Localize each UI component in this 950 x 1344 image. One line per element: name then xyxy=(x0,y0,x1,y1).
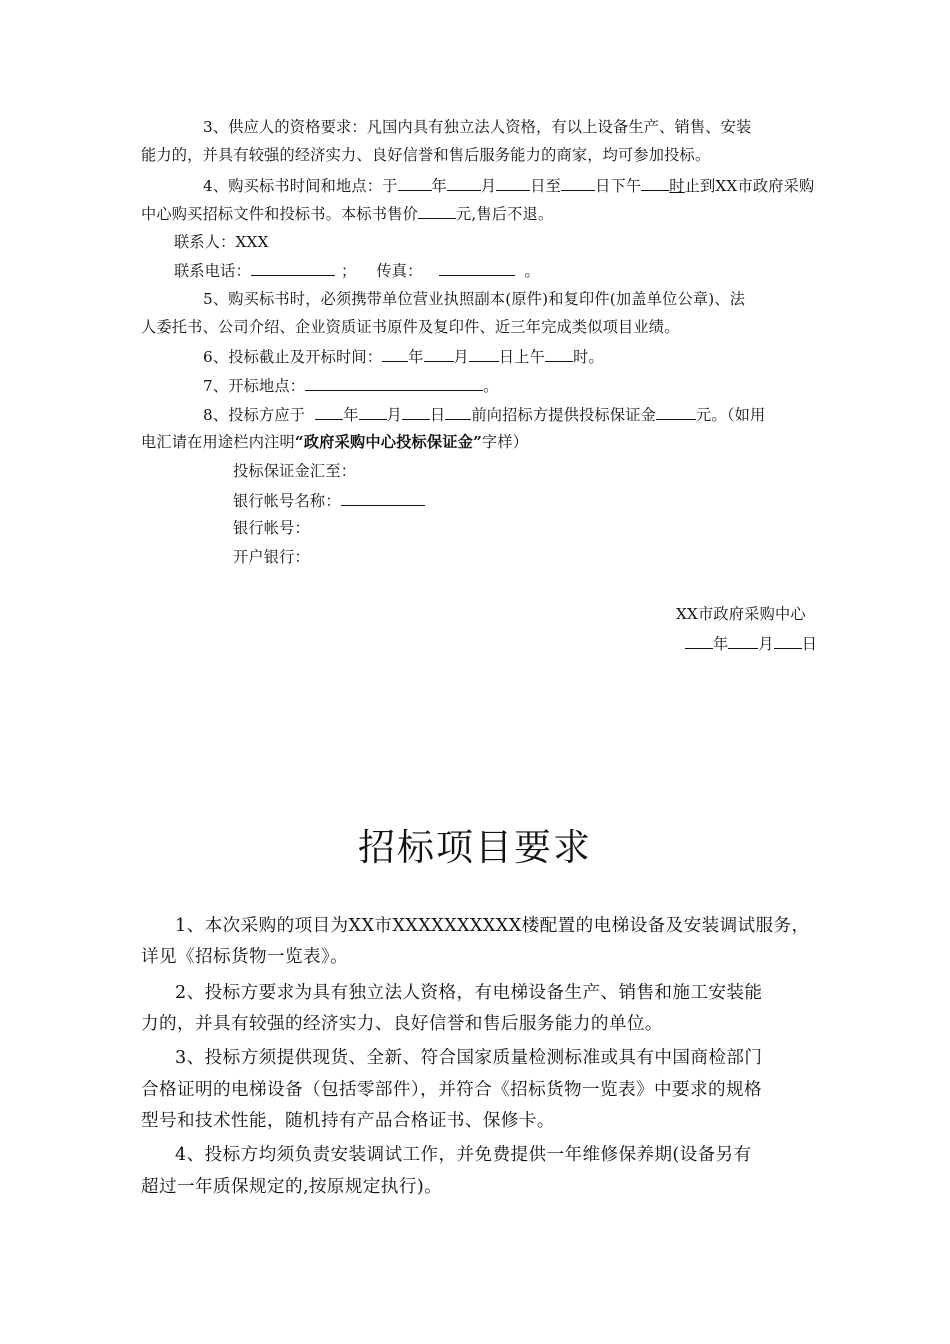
req-p4-line1: 4、投标方均须负责安装调试工作，并免费提供一年维修保养期(设备另有 xyxy=(175,1145,752,1165)
day-label: 日上午 xyxy=(498,348,546,366)
req-p3-line3: 型号和技术性能，随机持有产品合格证书、保修卡。 xyxy=(141,1111,555,1131)
item8-note-tail: 字样） xyxy=(482,433,529,451)
venue-blank xyxy=(305,375,483,391)
item8-tail: 元。（如用 xyxy=(696,406,766,424)
item4-text: 4、购买标书时间和地点：于 xyxy=(203,177,398,195)
bank-account-name-label: 银行帐号名称： xyxy=(233,492,341,510)
item4-line2 xyxy=(141,203,553,224)
period: 。 xyxy=(524,262,540,280)
blank-field xyxy=(447,175,481,191)
item3-line1: 3、供应人的资格要求：凡国内具有独立法人资格，有以上设备生产、销售、安装 xyxy=(203,118,752,136)
item5-line2: 人委托书、公司介绍、企业资质证书原件及复印件、近三年完成类似项目业绩。 xyxy=(141,318,680,336)
month-label: 月 xyxy=(386,406,402,424)
item4-text-tail: 止到XX市政府采购 xyxy=(684,177,815,195)
day-label: 日 xyxy=(429,406,446,424)
blank-field xyxy=(469,346,499,362)
blank-field xyxy=(496,175,530,191)
blank-field xyxy=(641,175,669,191)
section-title: 招标项目要求 xyxy=(358,826,592,869)
hour-label: 时 xyxy=(669,177,685,195)
phone-label: 联系电话： xyxy=(174,262,251,280)
item8-line1 xyxy=(203,404,765,425)
item6-text: 6、投标截止及开标时间： xyxy=(203,348,383,366)
separator: ； xyxy=(340,262,357,280)
fax-blank xyxy=(439,260,515,276)
bank-account-name-blank xyxy=(341,490,425,506)
req-p4-line2: 超过一年质保规定的,按原规定执行)。 xyxy=(141,1177,443,1197)
amount-blank xyxy=(656,404,696,420)
req-p2-line2: 力的，并具有较强的经济实力、良好信誉和售后服务能力的单位。 xyxy=(141,1014,663,1034)
deposit-to-label: 投标保证金汇至： xyxy=(233,462,357,480)
req-p2-line1: 2、投标方要求为具有独立法人资格，有电梯设备生产、销售和施工安装能 xyxy=(175,983,763,1003)
period: 。 xyxy=(483,377,499,395)
deposit-purpose-text: “政府采购中心投标保证金” xyxy=(294,433,483,451)
blank-field xyxy=(418,203,456,219)
item8-text: 8、投标方应于 xyxy=(203,406,306,424)
issue-date xyxy=(685,633,817,654)
item5-line1: 5、购买标书时，必须携带单位营业执照副本(原件)和复印件(加盖单位公章)、法 xyxy=(203,290,746,308)
bank-account-name-line xyxy=(233,490,425,511)
blank-field xyxy=(424,346,454,362)
contact-person: 联系人：XXX xyxy=(174,233,269,251)
blank-field xyxy=(359,404,387,420)
item8-deposit-text: 前向招标方提供投标保证金 xyxy=(471,406,657,424)
hour-label: 时。 xyxy=(573,348,604,366)
month-label: 月 xyxy=(453,348,469,366)
bank-account-label: 银行帐号： xyxy=(233,519,310,537)
blank-field xyxy=(398,175,432,191)
item8-line2 xyxy=(141,432,528,452)
issuer: XX市政府采购中心 xyxy=(676,605,806,623)
item6-line xyxy=(203,346,604,367)
item3-line2: 能力的，并具有较强的经济实力、良好信誉和售后服务能力的商家，均可参加投标。 xyxy=(141,146,711,164)
day-label: 日至 xyxy=(530,177,562,195)
blank-field xyxy=(561,175,595,191)
year-label: 年 xyxy=(431,177,447,195)
contact-phone-line xyxy=(174,260,540,281)
phone-blank xyxy=(251,260,335,276)
blank-field xyxy=(728,633,758,649)
req-p1-line1: 1、本次采购的项目为XX市XXXXXXXXXX楼配置的电梯设备及安装调试服务， xyxy=(175,916,810,936)
item4-line1 xyxy=(203,175,814,196)
blank-field xyxy=(685,633,713,649)
month-label: 月 xyxy=(480,177,497,195)
blank-field xyxy=(382,346,408,362)
day-label: 日 xyxy=(801,635,818,653)
req-p3-line1: 3、投标方须提供现货、全新、符合国家质量检测标准或具有中国商检部门 xyxy=(175,1048,763,1068)
blank-field xyxy=(545,346,573,362)
year-label: 年 xyxy=(713,635,729,653)
item4-price-text: 中心购买招标文件和投标书。本标书售价 xyxy=(141,205,418,223)
fax-label: 传真： xyxy=(376,262,423,280)
blank-field xyxy=(315,404,343,420)
year-label: 年 xyxy=(343,406,359,424)
req-p1-line2: 详见《招标货物一览表》。 xyxy=(141,947,349,967)
afternoon-label: 日下午 xyxy=(595,177,642,195)
item4-price-tail: 元,售后不退。 xyxy=(455,205,554,223)
item8-note: 电汇请在用途栏内注明 xyxy=(141,433,295,451)
blank-field xyxy=(445,404,471,420)
blank-field xyxy=(402,404,430,420)
bank-name-label: 开户银行： xyxy=(233,548,310,566)
month-label: 月 xyxy=(758,635,774,653)
blank-field xyxy=(774,633,802,649)
item7-line xyxy=(203,375,499,396)
year-label: 年 xyxy=(408,348,424,366)
item7-text: 7、开标地点： xyxy=(203,377,306,395)
req-p3-line2: 合格证明的电梯设备（包括零部件），并符合《招标货物一览表》中要求的规格 xyxy=(141,1080,762,1100)
